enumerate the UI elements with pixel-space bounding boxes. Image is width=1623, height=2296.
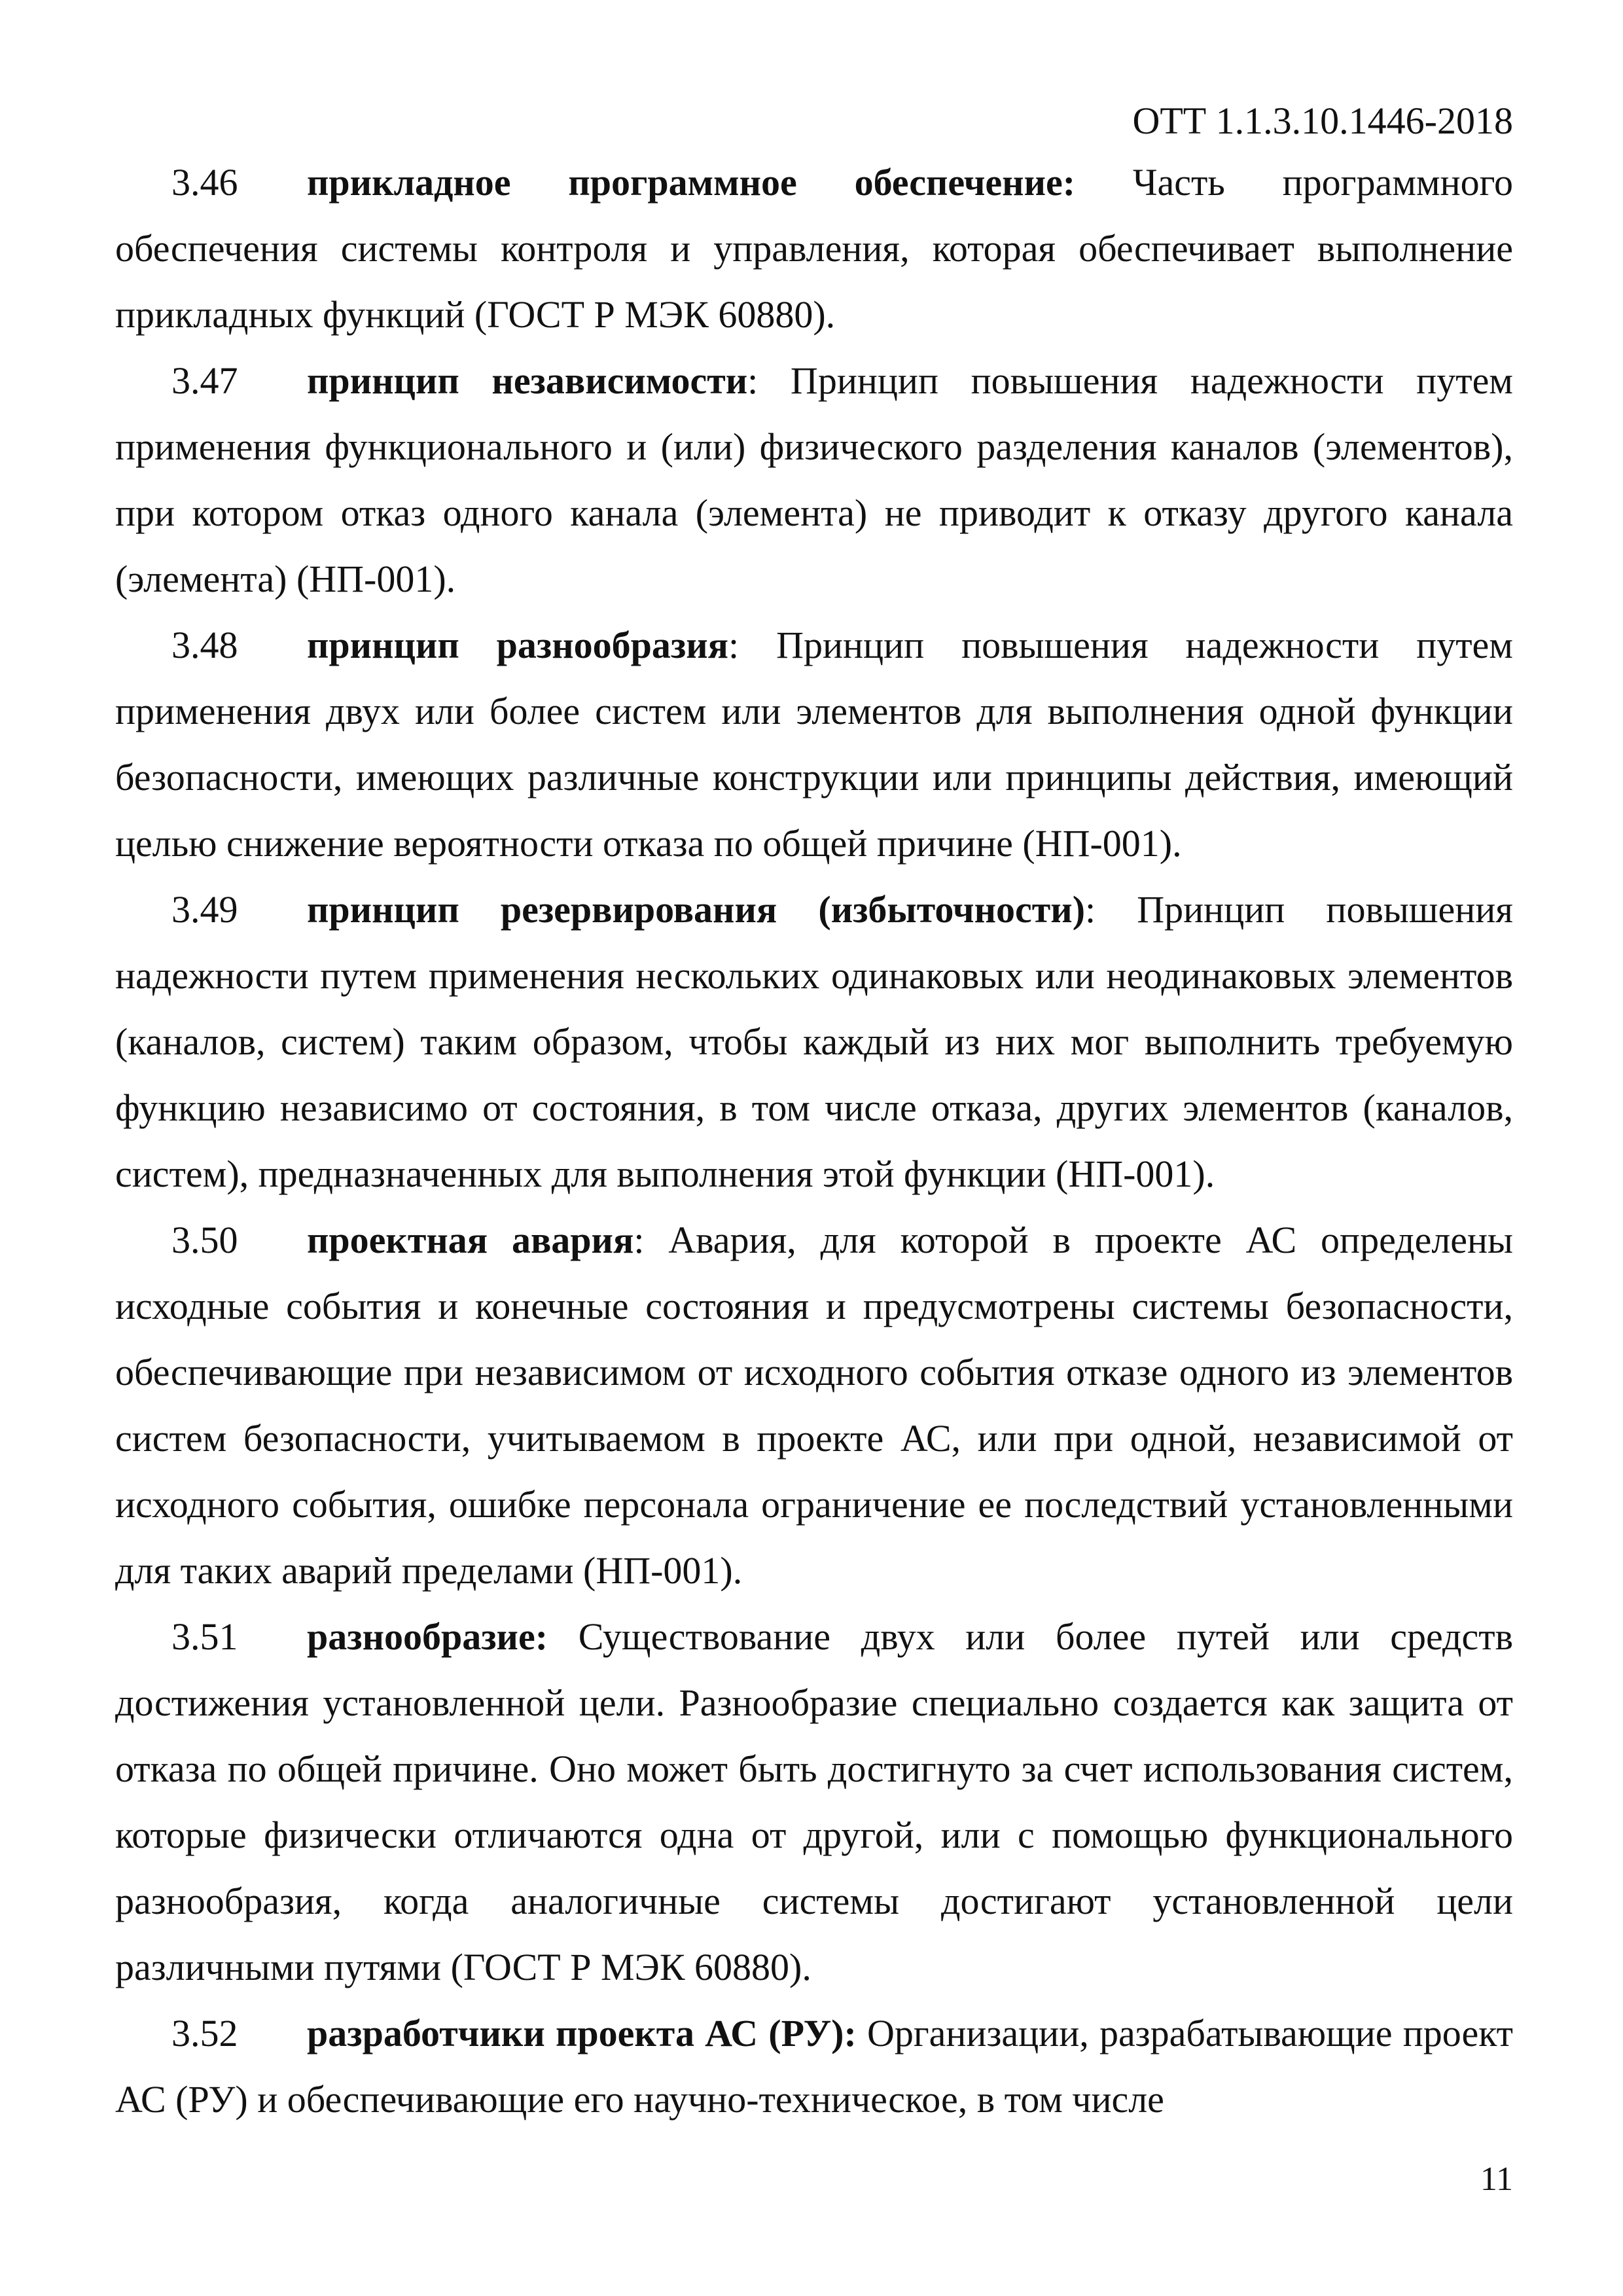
definition-number: 3.52: [171, 2012, 238, 2054]
definition-text: Принцип повышения надежности путем применения функционального и (или) физического разделения каналов (элементов), при котором отказ одного канала (элемента) не приводит к отказу другого канала (элемента) (НП-001).: [115, 359, 1514, 600]
definition-separator: :: [728, 624, 740, 666]
document-code-header: ОТТ 1.1.3.10.1446-2018: [1132, 99, 1513, 142]
definition-number: 3.50: [171, 1219, 238, 1261]
definition-term: принцип независимости: [307, 359, 748, 402]
definition-3-48: [115, 612, 1513, 876]
definition-number: 3.51: [171, 1615, 238, 1658]
definition-separator: :: [633, 1219, 645, 1261]
definition-3-51: [115, 1604, 1513, 2000]
definition-term: прикладное программное обеспечение:: [307, 161, 1076, 204]
definitions-list: [115, 149, 1513, 2132]
definition-3-46: [115, 149, 1513, 348]
definition-number: 3.46: [171, 161, 238, 204]
definition-text: Часть программного обеспечения системы контроля и управления, которая обеспечивает выполнение прикладных функций (ГОСТ Р МЭК 60880).: [115, 161, 1513, 336]
definition-text: Принцип повышения надежности путем применения нескольких одинаковых или неодинаковых элементов (каналов, систем) таким образом, чтобы каждый из них мог выполнить требуемую функцию независимо от состояния, в том числе отказа, других элементов (каналов, систем), предназначенных для выполнения этой функции (НП-001).: [115, 888, 1513, 1195]
definition-separator: :: [747, 359, 758, 402]
definition-3-49: [115, 876, 1513, 1207]
definition-text: Существование двух или более путей или средств достижения установленной цели. Разнообразие специально создается как защита от отказа по общей причине. Оно может быть достигнуто за счет использования систем, которые физически отличаются одна от другой, или с помощью функционального разнообразия, когда аналогичные системы достигают установленной цели различными путями (ГОСТ Р МЭК 60880).: [115, 1615, 1513, 1988]
definition-term: разнообразие:: [307, 1615, 548, 1658]
page-number: 11: [1480, 2161, 1513, 2198]
definition-separator: :: [1085, 888, 1096, 931]
definition-term: принцип резервирования (избыточности): [307, 888, 1086, 931]
definition-term: принцип разнообразия: [307, 624, 729, 666]
definition-3-47: [115, 348, 1513, 612]
definition-text: Организации, разрабатывающие проект АС (РУ) и обеспечивающие его научно-техническое, в том числе: [115, 2012, 1513, 2121]
definition-term: проектная авария: [307, 1219, 634, 1261]
definition-3-50: [115, 1207, 1513, 1604]
definition-number: 3.49: [171, 888, 238, 931]
definition-number: 3.48: [171, 624, 238, 666]
definition-term: разработчики проекта АС (РУ):: [307, 2012, 857, 2054]
definition-text: Принцип повышения надежности путем применения двух или более систем или элементов для выполнения одной функции безопасности, имеющих различные конструкции или принципы действия, имеющий целью снижение вероятности отказа по общей причине (НП-001).: [115, 624, 1514, 865]
definition-3-52: [115, 2000, 1513, 2132]
definition-text: Авария, для которой в проекте АС определены исходные события и конечные состояния и предусмотрены системы безопасности, обеспечивающие при независимом от исходного события отказе одного из элементов систем безопасности, учитываемом в проекте АС, или при одной, независимой от исходного события, ошибке персонала ограничение ее последствий установленными для таких аварий пределами (НП-001).: [115, 1219, 1514, 1592]
definition-number: 3.47: [171, 359, 238, 402]
